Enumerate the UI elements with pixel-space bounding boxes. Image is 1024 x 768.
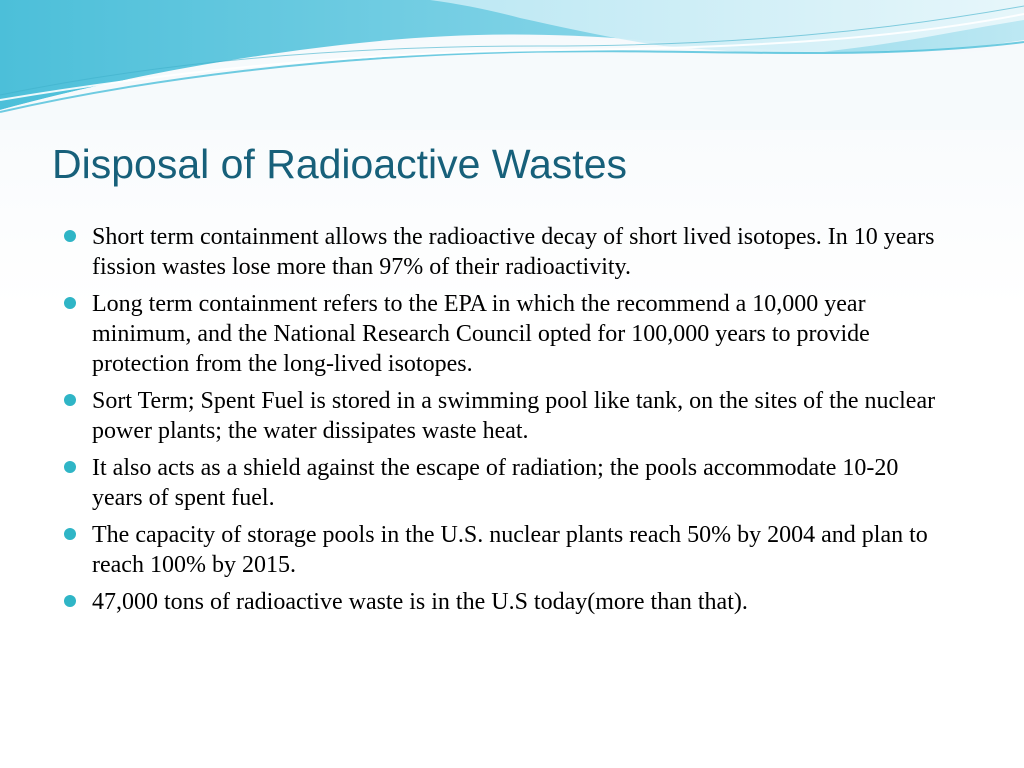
bullet-item (64, 222, 944, 282)
slide-title: Disposal of Radioactive Wastes (52, 141, 628, 187)
bullet-text: Sort Term; Spent Fuel is stored in a swimming pool like tank, on the sites of the nuclear power plants; the water dissipates waste heat. (92, 388, 936, 444)
bullet-dot-icon (64, 297, 76, 309)
bullet-item (64, 289, 944, 379)
bullet-dot-icon (64, 230, 76, 242)
bullet-item (64, 520, 944, 580)
bullet-item (64, 587, 944, 617)
bullet-text: Short term containment allows the radioactive decay of short lived isotopes. In 10 years fission wastes lose more than 97% of their radioactivity. (92, 224, 935, 280)
bullet-dot-icon (64, 461, 76, 473)
bullet-list (64, 222, 944, 624)
decorative-wave-header (0, 0, 1024, 130)
bullet-dot-icon (64, 394, 76, 406)
bullet-text: The capacity of storage pools in the U.S. nuclear plants reach 50% by 2004 and plan to reach 100% by 2015. (92, 522, 928, 578)
bullet-dot-icon (64, 528, 76, 540)
bullet-dot-icon (64, 595, 76, 607)
bullet-text: 47,000 tons of radioactive waste is in the U.S today(more than that). (92, 589, 748, 615)
bullet-item (64, 386, 944, 446)
bullet-text: Long term containment refers to the EPA in which the recommend a 10,000 year minimum, and the National Research Council opted for 100,000 years to provide protection from the long-lived isotopes. (92, 291, 870, 377)
bullet-item (64, 453, 944, 513)
bullet-text: It also acts as a shield against the escape of radiation; the pools accommodate 10-20 years of spent fuel. (92, 455, 899, 511)
